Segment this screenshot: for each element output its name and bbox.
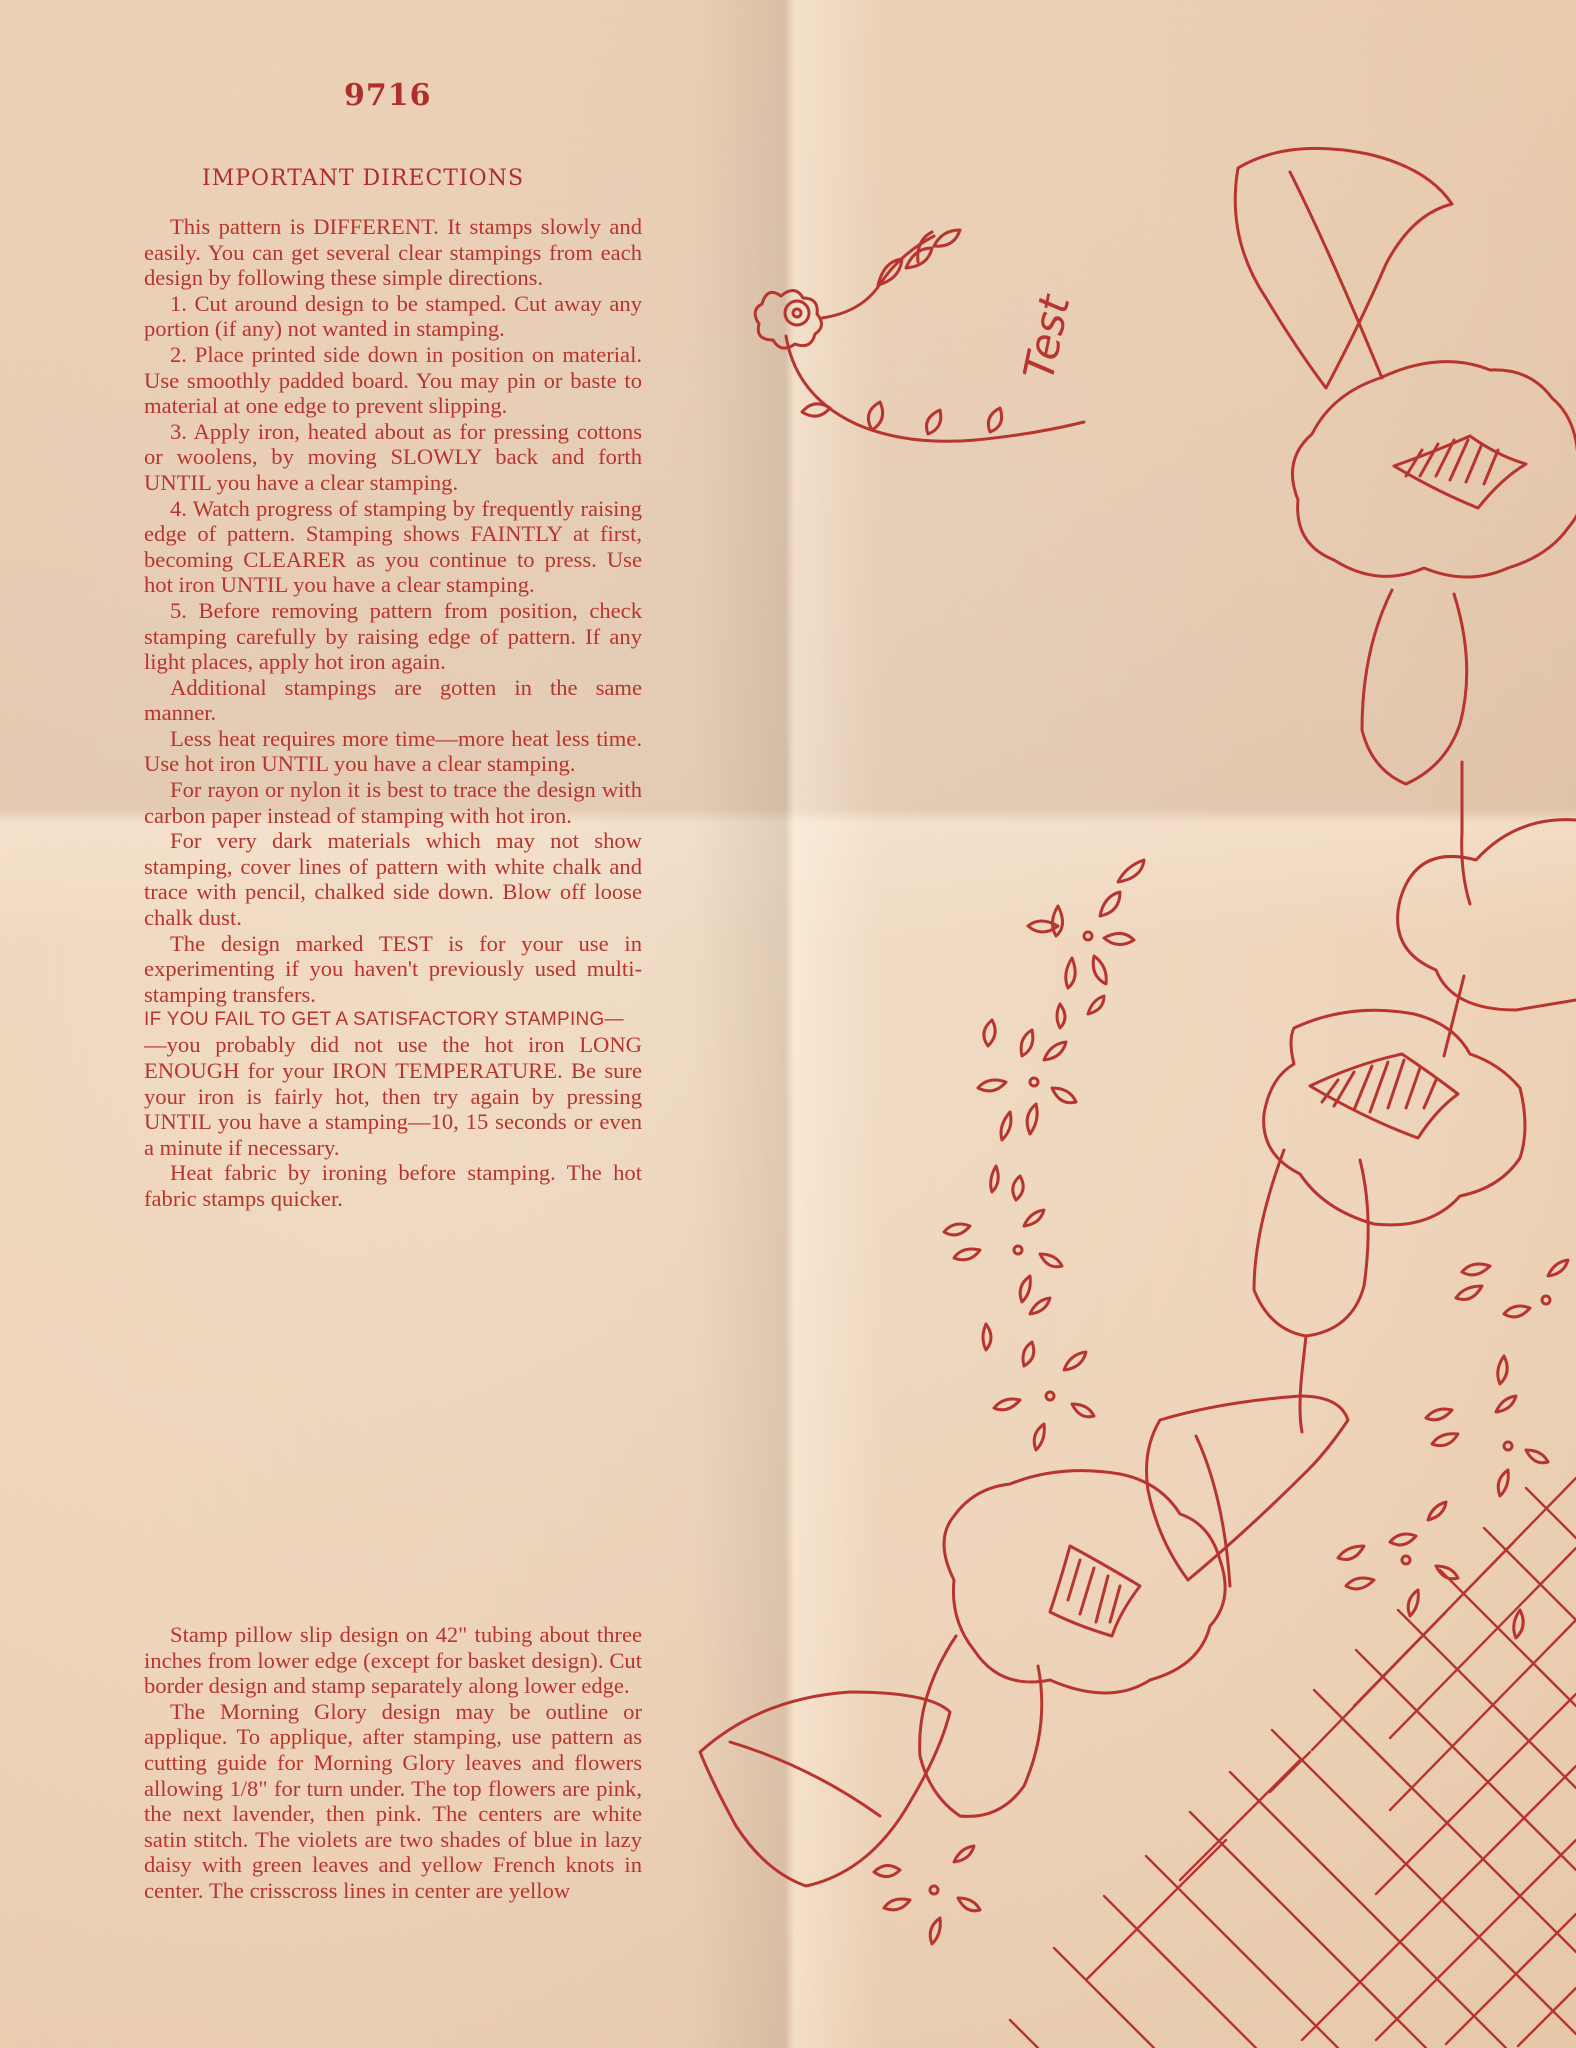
- direction-additional: Additional stampings are gotten in the same manner.: [144, 674, 642, 726]
- direction-step-4: 4. Watch progress of stamping by frequently raising edge of pattern. Stamping shows FAINTLY at first, becoming CLEARER as you continue to press. Use hot iron UNTIL you have a clear stamping.: [144, 495, 642, 598]
- pattern-number: 9716: [344, 78, 432, 113]
- direction-rayon: For rayon or nylon it is best to trace the design with carbon paper instead of stamping with hot iron.: [144, 777, 642, 828]
- morning-glory-center: [1254, 1010, 1525, 1432]
- directions-heading: IMPORTANT DIRECTIONS: [202, 166, 525, 191]
- direction-intro: This pattern is DIFFERENT. It stamps slowly and easily. You can get several clear stampings from each design by following these simple directions.: [144, 214, 642, 291]
- fail-heading: IF YOU FAIL TO GET A SATISFACTORY STAMPING—: [144, 1009, 624, 1031]
- violet-sprays: [874, 860, 1568, 1944]
- morning-glory-middle: [1398, 820, 1576, 1056]
- morning-glory-top: [1235, 148, 1576, 904]
- direction-step-3: 3. Apply iron, heated about as for pressing cottons or woolens, by moving SLOWLY back and forth UNTIL you have a clear stamping.: [144, 418, 642, 495]
- direction-heat-time: Less heat requires more time—more heat less time. Use hot iron UNTIL you have a clear stamping.: [144, 725, 642, 777]
- test-label: Test: [1013, 291, 1080, 385]
- direction-test-design: The design marked TEST is for your use in experimenting if you haven't previously used multi-stamping transfers.: [144, 930, 642, 1007]
- fail-text: —you probably did not use the hot iron LONG ENOUGH for your IRON TEMPERATURE. Be sure your iron is fairly hot, then try again by pressing UNTIL you have a stamping—10, 15 seconds or even a minute if necessary.: [144, 1032, 642, 1160]
- direction-step-1: 1. Cut around design to be stamped. Cut away any portion (if any) not wanted in stamping.: [144, 290, 642, 342]
- morning-glory-text: The Morning Glory design may be outline or applique. To applique, after stamping, use pattern as cutting guide for Morning Glory leaves and flowers allowing 1/8" for turn under. The top flowers are pink, the next lavender, then pink. The centers are white satin stitch. The violets are two shades of blue in lazy daisy with green leaves and yellow French knots in center. The crisscross lines in center are yellow: [144, 1698, 642, 1903]
- direction-step-5: 5. Before removing pattern from position, check stamping carefully by raising edge of pattern. If any light places, apply hot iron again.: [144, 597, 642, 675]
- morning-glory-bottom: [700, 1396, 1348, 1886]
- basket-crisscross: [1010, 1478, 1576, 2048]
- pillow-slip-text: Stamp pillow slip design on 42" tubing about three inches from lower edge (except for basket design). Cut border design and stamp separately along lower edge.: [144, 1622, 642, 1699]
- direction-step-2: 2. Place printed side down in position on material. Use smoothly padded board. You may pin or baste to material at one edge to prevent slipping.: [144, 341, 642, 419]
- heat-fabric-text: Heat fabric by ironing before stamping. The hot fabric stamps quicker.: [144, 1160, 642, 1211]
- direction-dark-materials: For very dark materials which may not show stamping, cover lines of pattern with white chalk and trace with pencil, chalked side down. Blow off loose chalk dust.: [144, 828, 642, 931]
